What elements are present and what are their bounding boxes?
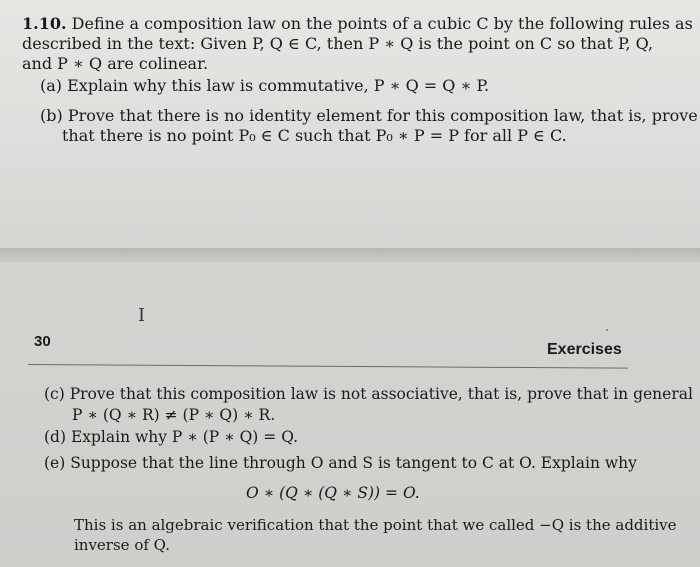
part-e: (e) Suppose that the line through O and S is tangent to C at O. Explain why <box>44 454 637 472</box>
part-a: (a) Explain why this law is commutative, P ∗ Q = Q ∗ P. <box>40 76 490 95</box>
exercise-intro-3: and P ∗ Q are colinear. <box>22 54 209 73</box>
running-head: Exercises <box>547 341 622 358</box>
cursor-mark: I <box>138 305 146 326</box>
note-line-1: This is an algebraic verification that the point that we called −Q is the additive <box>74 516 677 534</box>
page-gap-shadow <box>0 248 700 262</box>
exercise-1-10-line-1 <box>22 14 693 33</box>
part-c-line-2: P ∗ (Q ∗ R) ≠ (P ∗ Q) ∗ R. <box>72 406 276 424</box>
speck <box>606 329 608 331</box>
part-b-line-2: that there is no point P₀ ∈ C such that P₀ ∗ P = P for all P ∈ C. <box>62 126 567 145</box>
note-line-2: inverse of Q. <box>74 536 170 554</box>
exercise-intro-1: Define a composition law on the points of a cubic C by the following rules as <box>71 14 693 33</box>
equation: O ∗ (Q ∗ (Q ∗ S)) = O. <box>246 484 420 502</box>
page-number: 30 <box>34 333 51 350</box>
exercise-intro-2: described in the text: Given P, Q ∈ C, then P ∗ Q is the point on C so that P, Q, <box>22 34 654 53</box>
part-c-line-1: (c) Prove that this composition law is not associative, that is, prove that in general <box>44 385 693 403</box>
part-b-line-1: (b) Prove that there is no identity element for this composition law, that is, prove <box>40 106 698 125</box>
exercise-number: 1.10. <box>22 14 67 33</box>
part-d: (d) Explain why P ∗ (P ∗ Q) = Q. <box>44 428 299 446</box>
